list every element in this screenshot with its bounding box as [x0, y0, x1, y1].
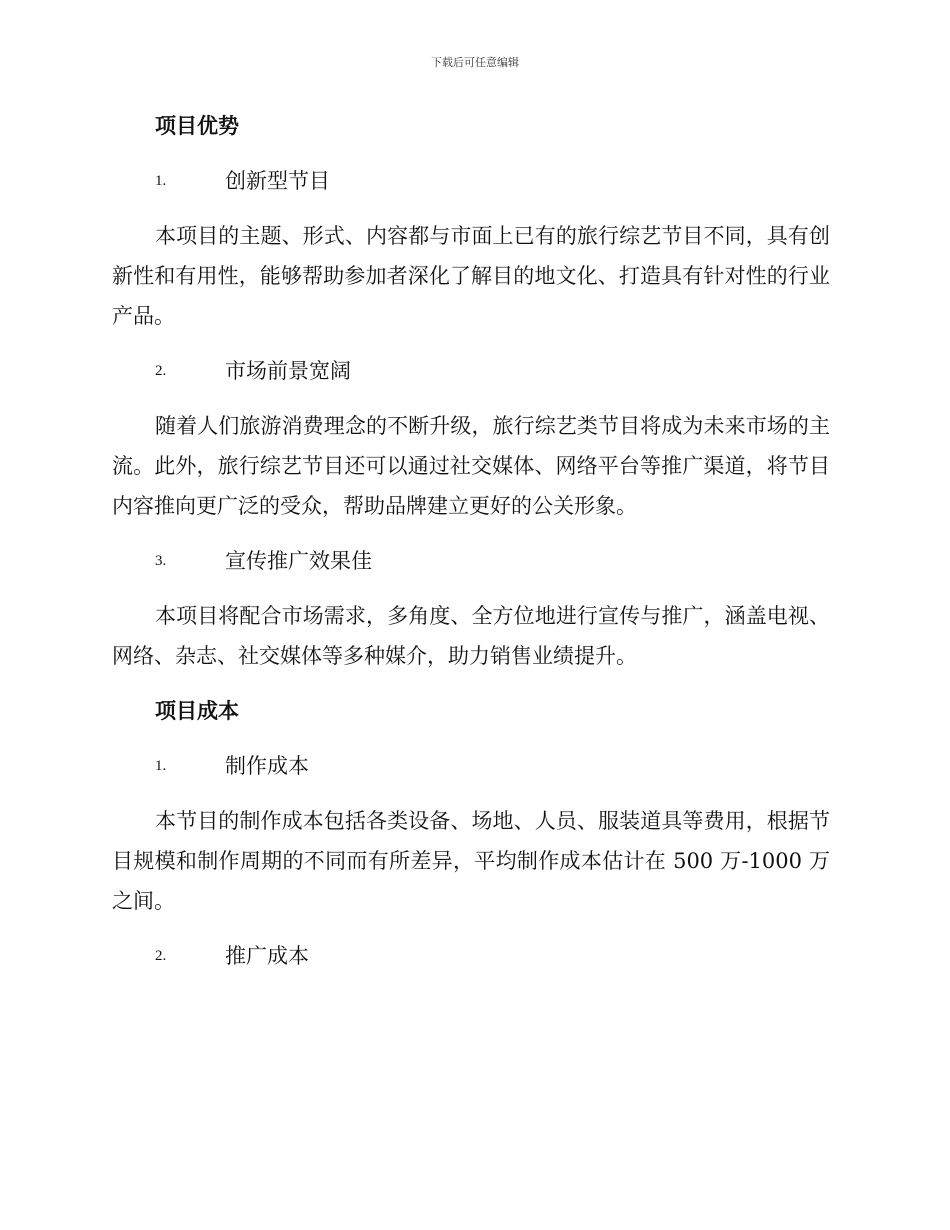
- list-item-heading: [112, 936, 830, 976]
- paragraph: 本项目的主题、形式、内容都与市面上已有的旅行综艺节目不同，具有创新性和有用性，能够帮助参加者深化了解目的地文化、打造具有针对性的行业产品。: [112, 224, 830, 328]
- list-item-title: 市场前景宽阔: [225, 359, 351, 383]
- document-body: [112, 106, 830, 991]
- list-item-title: 创新型节目: [225, 169, 330, 193]
- list-item-title: 制作成本: [225, 754, 309, 778]
- list-number: 1.: [155, 173, 167, 189]
- paragraph: 本项目将配合市场需求，多角度、全方位地进行宣传与推广，涵盖电视、网络、杂志、社交媒体等多种媒介，助力销售业绩提升。: [112, 604, 830, 668]
- list-item-heading: [112, 161, 830, 201]
- list-item-heading: [112, 351, 830, 391]
- paragraph: 随着人们旅游消费理念的不断升级，旅行综艺类节目将成为未来市场的主流。此外，旅行综艺节目还可以通过社交媒体、网络平台等推广渠道，将节目内容推向更广泛的受众，帮助品牌建立更好的公关形象。: [112, 414, 830, 518]
- list-number: 2.: [155, 948, 167, 964]
- list-item-heading: [112, 541, 830, 581]
- section-heading-advantages: 项目优势: [155, 113, 239, 138]
- list-item-heading: [112, 746, 830, 786]
- list-item-title: 推广成本: [225, 944, 309, 968]
- page-header-note: 下载后可任意编辑: [431, 56, 519, 69]
- paragraph: 本节目的制作成本包括各类设备、场地、人员、服装道具等费用，根据节目规模和制作周期的不同而有所差异，平均制作成本估计在 500 万-1000 万之间。: [112, 809, 830, 913]
- list-number: 3.: [155, 553, 167, 569]
- list-item-title: 宣传推广效果佳: [225, 549, 372, 573]
- list-number: 2.: [155, 363, 167, 379]
- list-number: 1.: [155, 758, 167, 774]
- section-heading-costs: 项目成本: [155, 698, 239, 723]
